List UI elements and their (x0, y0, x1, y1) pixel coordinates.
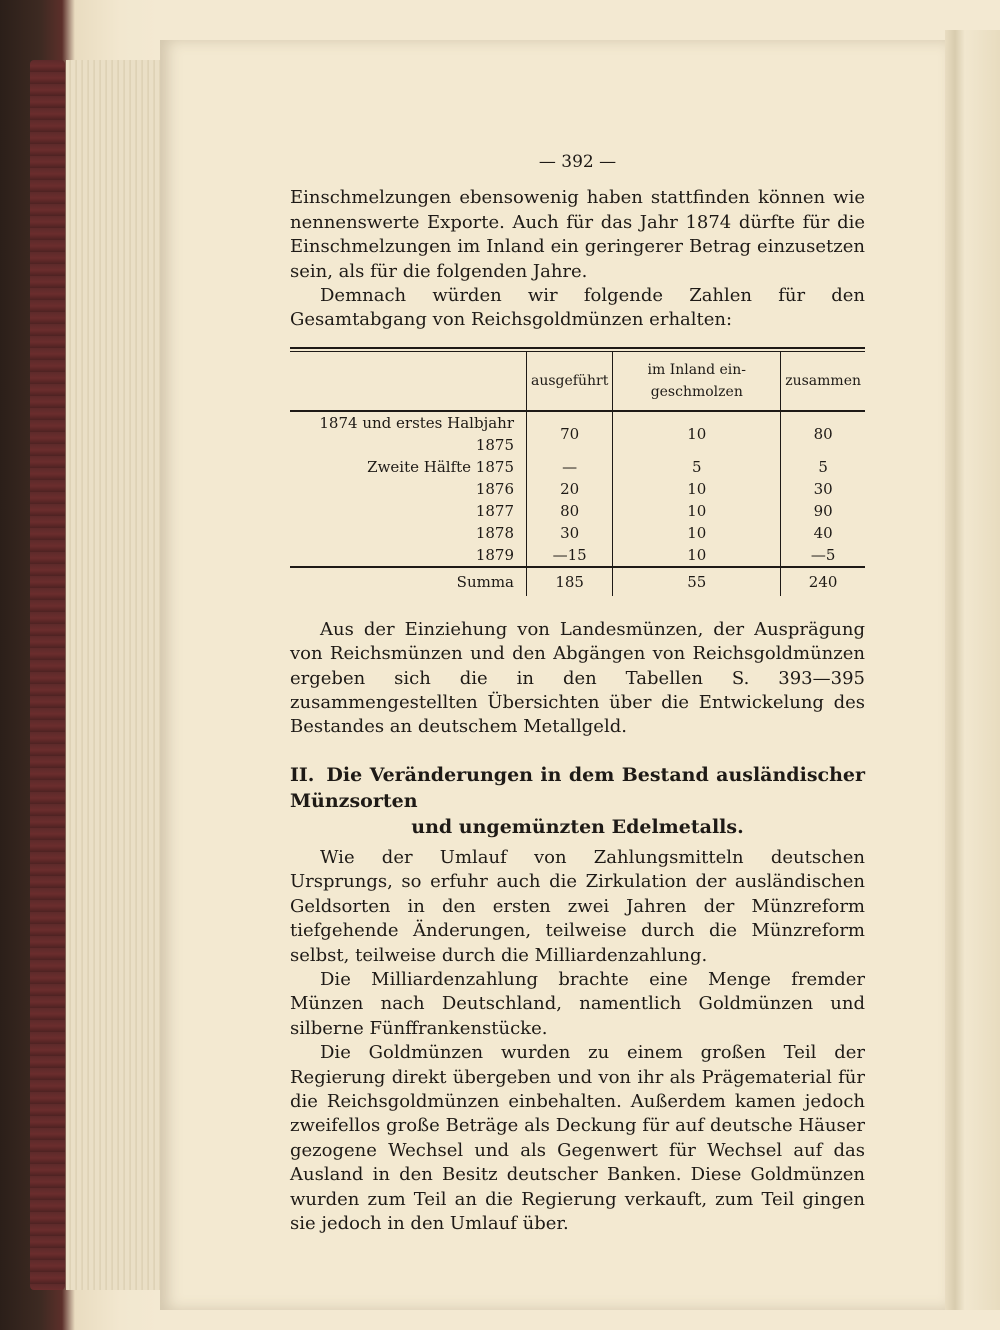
table-header-cell: zusammen (781, 352, 865, 411)
table-row (290, 411, 865, 456)
section-number: II. (290, 763, 315, 786)
paragraph: Aus der Einziehung von Landesmünzen, der Ausprägung von Reichsmünzen und den Abgängen von Reichsgoldmünzen ergeben sich die in den Tabellen S. 393—395 zusammengestellten Übersichten über die Entwickelung des Bestandes an deutschem Metallgeld. (290, 618, 865, 738)
table-sum-cell: 55 (613, 567, 781, 596)
page-stack (66, 60, 162, 1290)
table-row (290, 500, 865, 522)
table-cell: 20 (527, 478, 613, 500)
table-header-empty (290, 352, 527, 411)
table-cell: 80 (781, 411, 865, 456)
table-row (290, 544, 865, 567)
table-row-label: 1874 und erstes Halbjahr 1875 (319, 413, 514, 454)
section-title-line2: und ungemünzten Edelmetalls. (411, 815, 744, 838)
table-cell: 70 (527, 411, 613, 456)
table-cell: 10 (613, 522, 781, 544)
table-sum-cell: 185 (527, 567, 613, 596)
table-sum-row (290, 567, 865, 596)
paragraph: Demnach würden wir folgende Zahlen für den Gesamtabgang von Reichsgoldmünzen erhalten: (290, 285, 865, 331)
right-page-edge (945, 30, 1000, 1310)
table-cell: 80 (527, 500, 613, 522)
table-row-label: 1878 (475, 523, 514, 542)
table-cell: —5 (781, 544, 865, 567)
table-cell: 10 (613, 411, 781, 456)
table-header-cell: ausgeführt (527, 352, 613, 411)
paragraph: Wie der Umlauf von Zahlungsmitteln deutschen Ursprungs, so erfuhr auch die Zirkulation der ausländischen Geldsorten in den ersten zwei Jahren der Münzreform tiefgehende Änderungen, teilweise durch die Münzreform selbst, teilweise durch die Milliardenzahlung. (290, 846, 865, 966)
table-row-label: 1877 (475, 501, 514, 520)
section-title-line1: Die Veränderungen in dem Bestand ausländischer Münzsorten (290, 763, 865, 812)
table-row-label: 1876 (475, 479, 514, 498)
table-row-label: Zweite Hälfte 1875 (367, 457, 514, 476)
table-cell: 5 (613, 456, 781, 478)
table-header-cell: im Inland ein-geschmolzen (613, 352, 781, 411)
paragraph: Die Milliardenzahlung brachte eine Menge fremder Münzen nach Deutschland, namentlich Goldmünzen und silberne Fünffrankenstücke. (290, 968, 865, 1039)
table-header-row (290, 352, 865, 411)
table-row (290, 478, 865, 500)
table-cell: 40 (781, 522, 865, 544)
table-row (290, 522, 865, 544)
table-cell: 5 (781, 456, 865, 478)
gold-coin-table (290, 352, 865, 596)
table-cell: 10 (613, 500, 781, 522)
table-cell: 10 (613, 544, 781, 567)
book-cover-edge (30, 60, 65, 1290)
page-content (290, 150, 865, 1236)
table-cell: 90 (781, 500, 865, 522)
paragraph: Einschmelzungen ebensowenig haben stattfinden können wie nennenswerte Exporte. Auch für das Jahr 1874 dürfte für die Einschmelzungen im Inland ein geringerer Betrag einzusetzen sein, als für die folgenden Jahre. (290, 187, 865, 282)
table-cell: 30 (527, 522, 613, 544)
table-sum-cell: 240 (781, 567, 865, 596)
table-cell: 10 (613, 478, 781, 500)
table-cell: —15 (527, 544, 613, 567)
table-row (290, 456, 865, 478)
section-heading (290, 762, 865, 840)
table-sum-label: Summa (290, 567, 527, 596)
paragraph: Die Goldmünzen wurden zu einem großen Teil der Regierung direkt übergeben und von ihr als Prägematerial für die Reichsgoldmünzen einbehalten. Außerdem kamen jedoch zweifellos große Beträge als Deckung für auf deutsche Häuser gezogene Wechsel und als Gegenwert für Wechsel auf das Ausland in den Besitz deutscher Banken. Diese Goldmünzen wurden zum Teil an die Regierung verkauft, zum Teil gingen sie jedoch in den Umlauf über. (290, 1042, 865, 1234)
table-cell: — (527, 456, 613, 478)
page-number: — 392 — (538, 152, 617, 172)
table-cell: 30 (781, 478, 865, 500)
table-top-rule (290, 347, 865, 349)
table-row-label: 1879 (475, 545, 514, 564)
